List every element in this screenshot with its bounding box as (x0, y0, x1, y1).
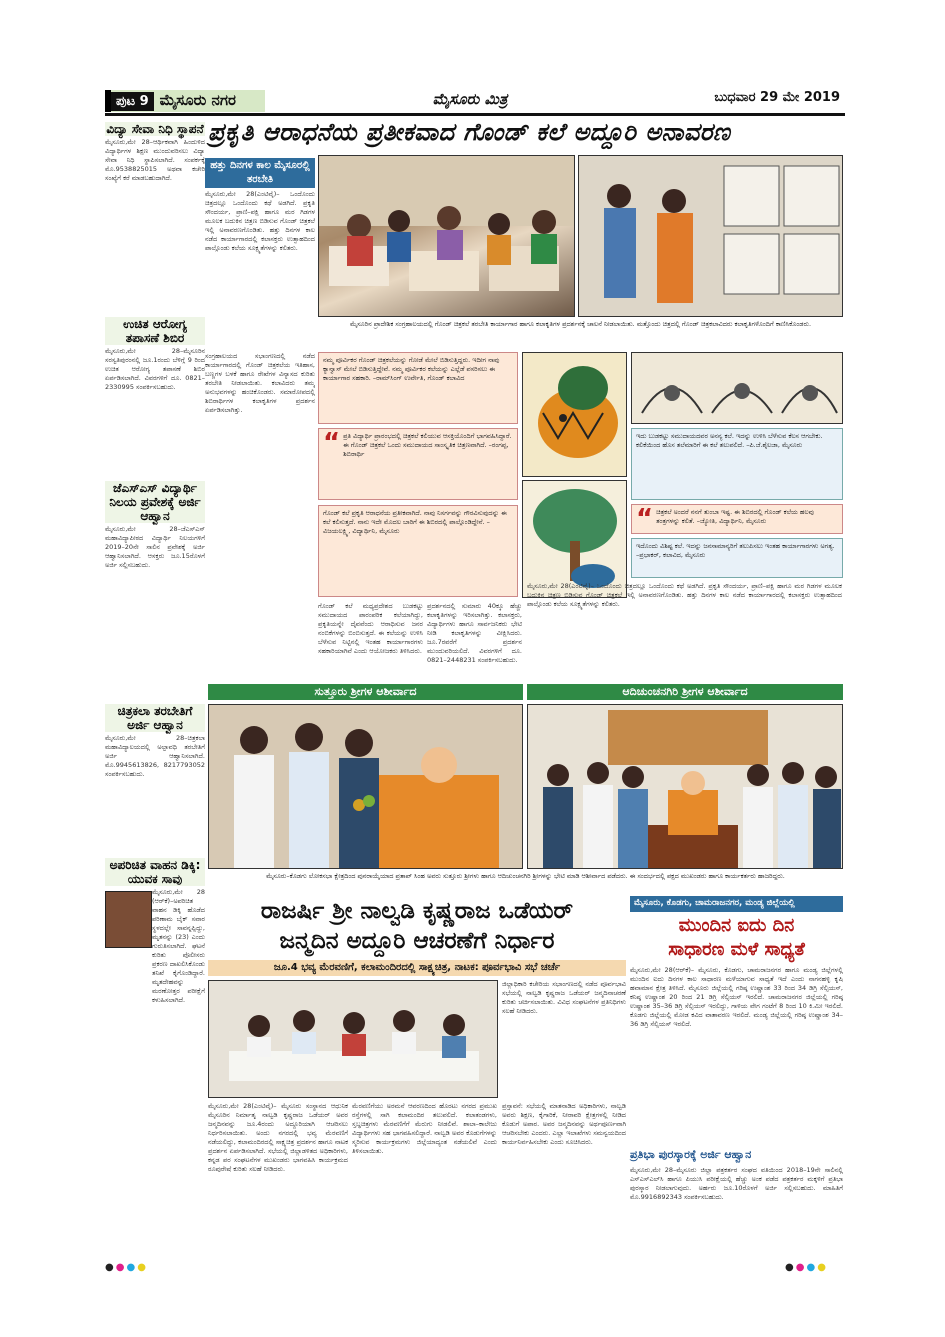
quote-mark-icon: “ (636, 504, 654, 534)
meeting-photo (208, 980, 498, 1098)
lead-body-col1b: ಸಂಗ್ರಹಾಲಯದ ಸಭಾಂಗಣದಲ್ಲಿ ನಡೆದ ಕಾರ್ಯಾಗಾರದಲ್ಲಿ ಗೊಂಡ್ ಚಿತ್ರಕಲೆಯ ಇತಿಹಾಸ, ಬಣ್ಣಗಳ ಬಳಕೆ ಹಾಗೂ ರೇಖೆಗಳ ವಿನ್ಯಾಸದ ಕುರಿತು ತರಬೇತಿ ನೀಡಲಾಯಿತು. ಕಲಾವಿದರು ತಮ್ಮ ಅನುಭವಗಳನ್ನು ಹಂಚಿಕೊಂಡರು. ಸಮಾರೋಪದಲ್ಲಿ ಶಿಬಿರಾರ್ಥಿಗಳ ಕಲಾಕೃತಿಗಳ ಪ್ರದರ್ಶನ ಏರ್ಪಡಿಸಲಾಗಿತ್ತು. (205, 352, 315, 414)
adichunchanagiri-seer-photo (527, 704, 843, 869)
story2-body-col2: ಮೆರವಣಿಗೆಯು ಅರಮನೆ ಆವರಣದಿಂದ ಹೊರಟು ನಗರದ ಪ್ರಮುಖ ರಸ್ತೆಗಳಲ್ಲಿ ಸಾಗಿ ಕಲಾಮಂದಿರ ತಲುಪಲಿದೆ. ಕಲಾತಂಡಗಳು, ಸ್ತಬ್ಧಚಿತ್ರಗಳು ಮೆರವಣಿಗೆಗೆ ಮೆರುಗು ನೀಡಲಿವೆ. ಶಾಲಾ–ಕಾಲೇಜು ವಿದ್ಯಾರ್ಥಿಗಳು ಸಹ ಭಾಗವಹಿಸಲಿದ್ದಾರೆ. ನಾಲ್ವಡಿ ಅವರ ಕೊಡುಗೆಗಳನ್ನು ಸ್ಮರಿಸುವ ಕಾರ್ಯಕ್ರಮಗಳು ಜಿಲ್ಲೆಯಾದ್ಯಂತ ನಡೆಯಲಿವೆ ಎಂದು ತಿಳಿಸಲಾಯಿತು. (352, 1102, 497, 1155)
quote-text: ಗೊಂಡ್ ಕಲೆ ಪ್ರಕೃತಿ ಆರಾಧನೆಯ ಪ್ರತೀಕವಾಗಿದೆ. ನಾವು ನಿಸರ್ಗವನ್ನು ಗೌರವಿಸುವುದನ್ನು ಈ ಕಲೆ ಕಲಿಸುತ್ತದೆ. ನಾನು ಇದೇ ಮೊದಲ ಬಾರಿಗೆ ಈ ಶಿಬಿರದಲ್ಲಿ ಪಾಲ್ಗೊಂಡಿದ್ದೇನೆ. –ವಿಜಯಲಕ್ಷ್ಮಿ, ವಿದ್ಯಾರ್ಥಿನಿ, ಮೈಸೂರು (323, 509, 507, 535)
brief-title: ಉಚಿತ ಆರೋಗ್ಯ ತಪಾಸಣೆ ಶಿಬಿರ (105, 317, 205, 345)
brief-body: ಮೈಸೂರು,ಮೇ 28–ಜೆಎಸ್‌ಎಸ್ ಮಹಾವಿದ್ಯಾಪೀಠದ ವಿದ್ಯಾರ್ಥಿ ನಿಲಯಗಳಿಗೆ 2019–20ನೇ ಸಾಲಿನ ಪ್ರವೇಶಕ್ಕೆ ಅರ್ಜಿ ಆಹ್ವಾನಿಸಲಾಗಿದೆ. ಆಸಕ್ತರು ಜೂ.15ರೊಳಗೆ ಅರ್ಜಿ ಸಲ್ಲಿಸಬಹುದು. (105, 525, 205, 569)
newspaper-brand: ಮೈಸೂರು ಮಿತ್ರ (432, 90, 508, 108)
quote-text: ಚಿತ್ರಕಲೆ ಅಂದರೆ ನನಗೆ ತುಂಬಾ ಇಷ್ಟ. ಈ ಶಿಬಿರದಲ್ಲಿ ಗೊಂಡ್ ಕಲೆಯ ಹಲವು ತಂತ್ರಗಳನ್ನು ಕಲಿತೆ. –ಜ್ಯೋತಿ, ವಿದ್ಯಾರ್ಥಿನಿ, ಮೈಸೂರು (656, 508, 814, 525)
workshop-photo-art (319, 156, 575, 317)
gond-painting-strip (631, 352, 843, 424)
weather-kicker: ಮೈಸೂರು, ಕೊಡಗು, ಚಾಮರಾಜನಗರ, ಮಂಡ್ಯ ಜಿಲ್ಲೆಯಲ್ಲಿ (630, 896, 843, 912)
quote-box-2 (318, 428, 518, 500)
workshop-photo (318, 155, 575, 317)
quote-text: ಇದು ಬುಡಕಟ್ಟು ಸಮುದಾಯದವರ ಅನನ್ಯ ಕಲೆ. ಇದನ್ನು ಉಳಿಸಿ ಬೆಳೆಸುವ ಕೆಲಸ ಆಗಬೇಕು. ಕಲಿಕೆಯಿಂದ ಹೊಸ ತಲೆಮಾರಿಗೆ ಈ ಕಲೆ ತಲುಪಲಿದೆ. –ಪಿ.ಜೆ.ಶೈಲಜಾ, ಮೈಸೂರು (636, 432, 823, 449)
print-registration-marks: ●●●● (105, 1262, 148, 1273)
brief-title: ಚಿತ್ರಕಲಾ ತರಬೇತಿಗೆ ಅರ್ಜಿ ಆಹ್ವಾನ (105, 704, 205, 732)
gond-tree-art (523, 481, 627, 598)
quote-box-6 (631, 538, 843, 578)
section-name: ಮೈಸೂರು ನಗರ (159, 91, 236, 109)
gond-painting-tiger (522, 352, 627, 477)
brief-body: ಮೈಸೂರು,ಮೇ 28–ಆರ್ಥಿಕವಾಗಿ ಹಿಂದುಳಿದ ವಿದ್ಯಾರ್ಥಿಗಳ ಶಿಕ್ಷಣ ಮುಂದುವರಿಸಲು ವಿದ್ಯಾ ಸೇವಾ ನಿಧಿ ಸ್ಥಾಪಿಸಲಾಗಿದೆ. ಸಂಪರ್ಕಕ್ಕೆ ಮೊ.9538825015 ಅಥವಾ ಕಚೇರಿ ಸಂಖ್ಯೆಗೆ ಕರೆ ಮಾಡಬಹುದಾಗಿದೆ. (105, 138, 205, 182)
story2-headline-line2: ಜನ್ಮದಿನ ಅದ್ದೂರಿ ಆಚರಣೆಗೆ ನಿರ್ಧಾರ (279, 928, 555, 954)
lead-kicker: ಹತ್ತು ದಿನಗಳ ಕಾಲ ಮೈಸೂರಲ್ಲಿ ತರಬೇತಿ (205, 158, 315, 188)
suttur-photo-art (209, 705, 523, 869)
print-registration-marks: ●●●● (785, 1262, 828, 1273)
brief-title: ವಿದ್ಯಾ ಸೇವಾ ನಿಧಿ ಸ್ಥಾಪನೆ (106, 122, 204, 136)
brief-title: ಜೆಎಸ್‌ಎಸ್ ವಿದ್ಯಾರ್ಥಿ ನಿಲಯ ಪ್ರವೇಶಕ್ಕೆ ಅರ್ಜಿ ಆಹ್ವಾನ (105, 481, 205, 523)
header-rule (105, 113, 845, 116)
gond-strip-art (632, 353, 843, 424)
lead-body-col2: ಗೊಂಡ್ ಕಲೆ ಮಧ್ಯಪ್ರದೇಶದ ಬುಡಕಟ್ಟು ಸಮುದಾಯದ ಪಾರಂಪರಿಕ ಕಲೆಯಾಗಿದ್ದು, ಪ್ರಕೃತಿಯನ್ನೇ ದೈವವೆಂದು ಆರಾಧಿಸುವ ಜನರ ನಂಬಿಕೆಗಳನ್ನು ಬಿಂಬಿಸುತ್ತದೆ. ಈ ಕಲೆಯನ್ನು ಉಳಿಸಿ ಬೆಳೆಸುವ ನಿಟ್ಟಿನಲ್ಲಿ ಇಂತಹ ಕಾರ್ಯಾಗಾರಗಳು ಸಹಕಾರಿಯಾಗಿವೆ ಎಂದು ಆಯೋಜಕರು ತಿಳಿಸಿದರು. (318, 602, 423, 655)
quote-box-5 (631, 504, 843, 534)
brief-title: ಅಪರಿಚಿತ ವಾಹನ ಡಿಕ್ಕಿ: ಯುವಕ ಸಾವು (105, 858, 205, 886)
gond-painting-tree (522, 480, 627, 598)
weather-headline-line2: ಸಾಧಾರಣ ಮಳೆ ಸಾಧ್ಯತೆ (668, 939, 805, 960)
brief-body: ಮೈಸೂರು,ಮೇ 28–ಚಿತ್ರಕಲಾ ಮಹಾವಿದ್ಯಾಲಯದಲ್ಲಿ ಅಲ್ಪಾವಧಿ ತರಬೇತಿಗೆ ಅರ್ಜಿ ಆಹ್ವಾನಿಸಲಾಗಿದೆ. ಮೊ.9945613826, 8217793052 ಸಂಪರ್ಕಿಸಬಹುದು. (105, 734, 205, 778)
blessings-caption: ಮೈಸೂರು–ಕೊಡಗು ಲೋಕಸಭಾ ಕ್ಷೇತ್ರದಿಂದ ಪುನರಾಯ್ಕೆಯಾದ ಪ್ರತಾಪ್ ಸಿಂಹ ಅವರು ಸುತ್ತೂರು ಶ್ರೀಗಳು ಹಾಗೂ ಆದಿಚುಂಚನಗಿರಿ ಶ್ರೀಗಳನ್ನು ಭೇಟಿ ಮಾಡಿ ಆಶೀರ್ವಾದ ಪಡೆದರು. ಈ ಸಂದರ್ಭದಲ್ಲಿ ಪಕ್ಷದ ಮುಖಂಡರು ಹಾಗೂ ಕಾರ್ಯಕರ್ತರು ಹಾಜರಿದ್ದರು. (266, 872, 785, 880)
adichunchanagiri-photo-art (528, 705, 843, 869)
band-suttur: ಸುತ್ತೂರು ಶ್ರೀಗಳ ಆಶೀರ್ವಾದ (208, 684, 523, 700)
weather-body: ಮೈಸೂರು,ಮೇ 28(ಆರ್‌ಕೆ)– ಮೈಸೂರು, ಕೊಡಗು, ಚಾಮರಾಜನಗರ ಹಾಗೂ ಮಂಡ್ಯ ಜಿಲ್ಲೆಗಳಲ್ಲಿ ಮುಂದಿನ ಐದು ದಿನಗಳ ಕಾಲ ಸಾಧಾರಣ ಮಳೆಯಾಗುವ ಸಾಧ್ಯತೆ ಇದೆ ಎಂದು ನಾಗನಹಳ್ಳಿ ಕೃಷಿ ಹವಾಮಾನ ಕ್ಷೇತ್ರ ತಿಳಿಸಿದೆ. ಮೈಸೂರು ಜಿಲ್ಲೆಯಲ್ಲಿ ಗರಿಷ್ಠ ಉಷ್ಣಾಂಶ 33 ರಿಂದ 34 ಡಿಗ್ರಿ ಸೆಲ್ಸಿಯಸ್, ಕನಿಷ್ಠ ಉಷ್ಣಾಂಶ 20 ರಿಂದ 21 ಡಿಗ್ರಿ ಸೆಲ್ಸಿಯಸ್ ಇರಲಿದೆ. ಚಾಮರಾಜನಗರ ಜಿಲ್ಲೆಯಲ್ಲಿ ಗರಿಷ್ಠ ಉಷ್ಣಾಂಶ 35–36 ಡಿಗ್ರಿ ಸೆಲ್ಸಿಯಸ್ ಇರಲಿದ್ದು, ಗಾಳಿಯ ವೇಗ ಗಂಟೆಗೆ 8 ರಿಂದ 10 ಕಿ.ಮೀ ಇರಲಿದೆ. ಕೊಡಗು ಜಿಲ್ಲೆಯಲ್ಲಿ ಮೋಡ ಕವಿದ ವಾತಾವರಣ ಇರಲಿದೆ. ಮಂಡ್ಯ ಜಿಲ್ಲೆಯಲ್ಲಿ ಗರಿಷ್ಠ ಉಷ್ಣಾಂಶ 34–36 ಡಿಗ್ರಿ ಸೆಲ್ಸಿಯಸ್ ಇರಲಿದೆ. (630, 966, 843, 1028)
story2-body-col1: ಮೈಸೂರು,ಮೇ 28(ಎಂಟಿವೈ)– ಮೈಸೂರು ಸಂಸ್ಥಾನದ ಆಧುನಿಕ ಮೈಸೂರಿನ ನಿರ್ಮಾತೃ ನಾಲ್ವಡಿ ಕೃಷ್ಣರಾಜ ಒಡೆಯರ್ ಅವರ ಜನ್ಮದಿನವನ್ನು ಜೂ.4ರಂದು ಅದ್ದೂರಿಯಾಗಿ ಆಚರಿಸಲು ನಿರ್ಧರಿಸಲಾಯಿತು. ಅಂದು ನಗರದಲ್ಲಿ ಭವ್ಯ ಮೆರವಣಿಗೆ ನಡೆಯಲಿದ್ದು, ಕಲಾಮಂದಿರದಲ್ಲಿ ಸಾಕ್ಷ್ಯಚಿತ್ರ ಪ್ರದರ್ಶನ ಹಾಗೂ ನಾಟಕ ಪ್ರದರ್ಶನ ಏರ್ಪಡಿಸಲಾಗಿದೆ. ಸಭೆಯಲ್ಲಿ ಜಿಲ್ಲಾಡಳಿತದ ಅಧಿಕಾರಿಗಳು, ಕನ್ನಡ ಪರ ಸಂಘಟನೆಗಳ ಮುಖಂಡರು ಭಾಗವಹಿಸಿ ಕಾರ್ಯಕ್ರಮದ ರೂಪುರೇಷೆ ಕುರಿತು ಸಲಹೆ ನೀಡಿದರು. (208, 1102, 348, 1173)
lead-headline: ಪ್ರಕೃತಿ ಆರಾಧನೆಯ ಪ್ರತೀಕವಾದ ಗೊಂಡ್ ಕಲೆ ಅದ್ದೂರಿ ಅನಾವರಣ (208, 118, 731, 146)
meeting-photo-art (209, 981, 498, 1098)
quote-text: ನಮ್ಮ ಪೂರ್ವಿಕರ ಗೊಂಡ್ ಚಿತ್ರಕಲೆಯನ್ನು ಗೋಡೆ ಮೇಲೆ ಬಿಡಿಸುತ್ತಿದ್ದರು. ಇದೀಗ ನಾವು ಕ್ಯಾನ್ವಾಸ್ ಮೇಲೆ ಬಿಡಿಸುತ್ತಿದ್ದೇವೆ. ನಮ್ಮ ಪೂರ್ವಿಕರ ಕಲೆಯನ್ನು ಎಲ್ಲೆಡೆ ಪಸರಿಸಲು ಈ ಕಾರ್ಯಾಗಾರ ಸಹಕಾರಿ. –ರಾಮ್‌ಸಿಂಗ್ ಉರ್ವೇತಿ, ಗೊಂಡ್ ಕಲಾವಿದ (323, 356, 500, 382)
quote-box-3 (318, 505, 518, 597)
artists-with-paintings-photo (578, 155, 843, 317)
brief-body: ಮೈಸೂರು,ಮೇ 28–ಮೈಸೂರಿನ ಸರಸ್ವತಿಪುರಂನಲ್ಲಿ ಜೂ.1ರಂದು ಬೆಳಿಗ್ಗೆ 9 ರಿಂದ ಉಚಿತ ಆರೋಗ್ಯ ತಪಾಸಣೆ ಶಿಬಿರ ಏರ್ಪಡಿಸಲಾಗಿದೆ. ವಿವರಗಳಿಗೆ ದೂ. 0821–2330995 ಸಂಪರ್ಕಿಸಬಹುದು. (105, 347, 205, 391)
page-section-header (105, 90, 265, 112)
award-body: ಮೈಸೂರು,ಮೇ 28–ಮೈಸೂರು ಜಿಲ್ಲಾ ಪತ್ರಕರ್ತರ ಸಂಘದ ವತಿಯಿಂದ 2018–19ನೇ ಸಾಲಿನಲ್ಲಿ ಎಸ್‌ಎಸ್‌ಎಲ್‌ಸಿ ಹಾಗೂ ಪಿಯುಸಿ ಪರೀಕ್ಷೆಯಲ್ಲಿ ಹೆಚ್ಚು ಅಂಕ ಪಡೆದ ಪತ್ರಕರ್ತರ ಮಕ್ಕಳಿಗೆ ಪ್ರತಿಭಾ ಪುರಸ್ಕಾರ ನೀಡಲಾಗುವುದು. ಅರ್ಹರು ಜೂ.10ರೊಳಗೆ ಅರ್ಜಿ ಸಲ್ಲಿಸಬಹುದು. ಮಾಹಿತಿಗೆ ಮೊ.9916892343 ಸಂಪರ್ಕಿಸಬಹುದು. (630, 1166, 843, 1201)
story2-subhead: ಜೂ.4 ಭವ್ಯ ಮೆರವಣಿಗೆ, ಕಲಾಮಂದಿರದಲ್ಲಿ ಸಾಕ್ಷ್ಯಚಿತ್ರ, ನಾಟಕ: ಪೂರ್ವಭಾವಿ ಸಭೆ ಚರ್ಚೆ (208, 960, 626, 976)
left-sidebar-briefs (105, 118, 205, 1258)
gond-tiger-art (523, 353, 627, 477)
suttur-seer-photo (208, 704, 523, 869)
award-subhead: ಪ್ರತಿಭಾ ಪುರಸ್ಕಾರಕ್ಕೆ ಅರ್ಜಿ ಆಹ್ವಾನ (630, 1148, 752, 1161)
weather-headline-line1: ಮುಂದಿನ ಐದು ದಿನ (678, 915, 795, 936)
quote-mark-icon: “ (323, 428, 341, 458)
brief-body: ಮೈಸೂರು,ಮೇ 28 (ಆರ್‌ಕೆ)–ಅಪರಿಚಿತ ವಾಹನ ಡಿಕ್ಕಿ ಹೊಡೆದ ಪರಿಣಾಮ ಬೈಕ್ ಸವಾರ ಸ್ಥಳದಲ್ಲೇ ಸಾವನ್ನಪ್ಪಿದ್ದು, ಮೃತನನ್ನು (23) ಎಂದು ಗುರುತಿಸಲಾಗಿದೆ. ಘಟನೆ ಕುರಿತು ಪೊಲೀಸರು ಪ್ರಕರಣ ದಾಖಲಿಸಿಕೊಂಡು ತನಿಖೆ ಕೈಗೊಂಡಿದ್ದಾರೆ. ಮೃತದೇಹವನ್ನು ಮರಣೋತ್ತರ ಪರೀಕ್ಷೆಗೆ ಕಳುಹಿಸಲಾಗಿದೆ. (152, 888, 205, 1004)
issue-date: ಬುಧವಾರ 29 ಮೇ 2019 (714, 90, 840, 105)
lead-body-col1: ಮೈಸೂರು,ಮೇ 28(ಎಂಟಿವೈ)– ಒಂದೊಂದು ಚಿತ್ರದಲ್ಲೂ ಒಂದೊಂದು ಕಥೆ ಅಡಗಿದೆ. ಪ್ರಕೃತಿ ಸೌಂದರ್ಯ, ಪ್ರಾಣಿ–ಪಕ್ಷಿ ಹಾಗೂ ಮರ ಗಿಡಗಳ ಮೂಲಕ ಬದುಕಿನ ಚಿತ್ರಣ ಬಿಡಿಸುವ ಗೊಂಡ್ ಚಿತ್ರಕಲೆ ಇಲ್ಲಿ ಅನಾವರಣಗೊಂಡಿತು. ಹತ್ತು ದಿನಗಳ ಕಾಲ ನಡೆದ ಕಾರ್ಯಾಗಾರದಲ್ಲಿ ಕಲಾಸಕ್ತರು ಉತ್ಸಾಹದಿಂದ ಪಾಲ್ಗೊಂಡು ಕಲೆಯ ಸೂಕ್ಷ್ಮತೆಗಳನ್ನು ಕಲಿತರು. (205, 190, 315, 252)
page-number: ಪುಟ 9 (111, 92, 154, 111)
quote-text: ಪ್ರತಿ ವಿದ್ಯಾರ್ಥಿ ಪ್ರಾರಂಭದಲ್ಲಿ ಚಿತ್ರಕಲೆ ಕಲಿಯುವ ಆಸಕ್ತಿಯೊಂದಿಗೆ ಭಾಗವಹಿಸಿದ್ದಾರೆ. ಈ ಗೊಂಡ್ ಚಿತ್ರಕಲೆ ಒಂದು ಸಮುದಾಯದ ಸಾಂಸ್ಕೃತಿಕ ಚಿತ್ರಣವಾಗಿದೆ. –ರಂಗಪ್ಪ, ಶಿಬಿರಾರ್ಥಿ (343, 432, 512, 458)
top-photo-caption: ಮೈಸೂರಿನ ಪ್ರಾದೇಶಿಕ ಸಂಗ್ರಹಾಲಯದಲ್ಲಿ ಗೊಂಡ್ ಚಿತ್ರಕಲೆ ತರಬೇತಿ ಕಾರ್ಯಾಗಾರ ಹಾಗೂ ಕಲಾಕೃತಿಗಳ ಪ್ರದರ್ಶನಕ್ಕೆ ಚಾಲನೆ ನೀಡಲಾಯಿತು. ಮತ್ತೊಂದು ಚಿತ್ರದಲ್ಲಿ ಗೊಂಡ್ ಚಿತ್ರಕಲಾವಿದರು ಕಲಾಕೃತಿಗಳೊಂದಿಗೆ ಕಾಣಿಸಿಕೊಂಡರು. (349, 320, 812, 328)
artists-photo-art (579, 156, 843, 317)
quote-box-4 (631, 428, 843, 500)
quote-box-1 (318, 352, 518, 424)
lead-body-col3: ಪ್ರದರ್ಶನದಲ್ಲಿ ಸುಮಾರು 40ಕ್ಕೂ ಹೆಚ್ಚು ಕಲಾಕೃತಿಗಳನ್ನು ಇರಿಸಲಾಗಿತ್ತು. ಕಲಾಸಕ್ತರು, ವಿದ್ಯಾರ್ಥಿಗಳು ಹಾಗೂ ಸಾರ್ವಜನಿಕರು ಭೇಟಿ ನೀಡಿ ಕಲಾಕೃತಿಗಳನ್ನು ವೀಕ್ಷಿಸಿದರು. ಜೂ.7ರವರೆಗೆ ಪ್ರದರ್ಶನ ಮುಂದುವರಿಯಲಿದೆ. ವಿವರಗಳಿಗೆ ದೂ. 0821–2448231 ಸಂಪರ್ಕಿಸಬಹುದು. (427, 602, 522, 664)
quote-text: ಇದೊಂದು ವಿಶಿಷ್ಟ ಕಲೆ. ಇದನ್ನು ಜನಸಾಮಾನ್ಯರಿಗೆ ತಲುಪಿಸಲು ಇಂತಹ ಕಾರ್ಯಾಗಾರಗಳು ಅಗತ್ಯ. –ಪ್ರಭಾಕರ್, ಕಲಾವಿದ, ಮೈಸೂರು (636, 542, 835, 559)
story2-headline-line1: ರಾಜರ್ಷಿ ಶ್ರೀ ನಾಲ್ವಡಿ ಕೃಷ್ಣರಾಜ ಒಡೆಯರ್ (260, 898, 574, 924)
victim-photo (105, 891, 152, 948)
lead-body-col4: ಮೈಸೂರು,ಮೇ 28(ಎಂಟಿವೈ)– ಒಂದೊಂದು ಚಿತ್ರದಲ್ಲೂ ಒಂದೊಂದು ಕಥೆ ಅಡಗಿದೆ. ಪ್ರಕೃತಿ ಸೌಂದರ್ಯ, ಪ್ರಾಣಿ–ಪಕ್ಷಿ ಹಾಗೂ ಮರ ಗಿಡಗಳ ಮೂಲಕ ಬದುಕಿನ ಚಿತ್ರಣ ಬಿಡಿಸುವ ಗೊಂಡ್ ಚಿತ್ರಕಲೆ ಇಲ್ಲಿ ಅನಾವರಣಗೊಂಡಿತು. ಹತ್ತು ದಿನಗಳ ಕಾಲ ನಡೆದ ಕಾರ್ಯಾಗಾರದಲ್ಲಿ ಕಲಾಸಕ್ತರು ಉತ್ಸಾಹದಿಂದ ಪಾಲ್ಗೊಂಡು ಕಲೆಯ ಸೂಕ್ಷ್ಮತೆಗಳನ್ನು ಕಲಿತರು. (527, 582, 842, 608)
story2-body-col3b: ಪ್ರಸ್ತಾವನೆ: ಸಭೆಯಲ್ಲಿ ಮಾತನಾಡಿದ ಅಧಿಕಾರಿಗಳು, ನಾಲ್ವಡಿ ಅವರು ಶಿಕ್ಷಣ, ಕೈಗಾರಿಕೆ, ನೀರಾವರಿ ಕ್ಷೇತ್ರಗಳಲ್ಲಿ ನೀಡಿದ ಕೊಡುಗೆ ಅಪಾರ. ಅವರ ಜನ್ಮದಿನವನ್ನು ಅರ್ಥಪೂರ್ಣವಾಗಿ ಆಚರಿಸಬೇಕು ಎಂದರು. ಎಲ್ಲಾ ಇಲಾಖೆಗಳು ಸಮನ್ವಯದಿಂದ ಕಾರ್ಯನಿರ್ವಹಿಸಬೇಕು ಎಂದು ಸೂಚಿಸಿದರು. (502, 1102, 626, 1146)
band-adichunchanagiri: ಆದಿಚುಂಚನಗಿರಿ ಶ್ರೀಗಳ ಆಶೀರ್ವಾದ (527, 684, 843, 700)
story2-body-col3: ಜಿಲ್ಲಾಧಿಕಾರಿ ಕಚೇರಿಯ ಸಭಾಂಗಣದಲ್ಲಿ ನಡೆದ ಪೂರ್ವಭಾವಿ ಸಭೆಯಲ್ಲಿ ನಾಲ್ವಡಿ ಕೃಷ್ಣರಾಜ ಒಡೆಯರ್ ಜನ್ಮದಿನಾಚರಣೆ ಕುರಿತು ಚರ್ಚಿಸಲಾಯಿತು. ವಿವಿಧ ಸಂಘಟನೆಗಳ ಪ್ರತಿನಿಧಿಗಳು ಸಲಹೆ ನೀಡಿದರು. (502, 980, 626, 1015)
